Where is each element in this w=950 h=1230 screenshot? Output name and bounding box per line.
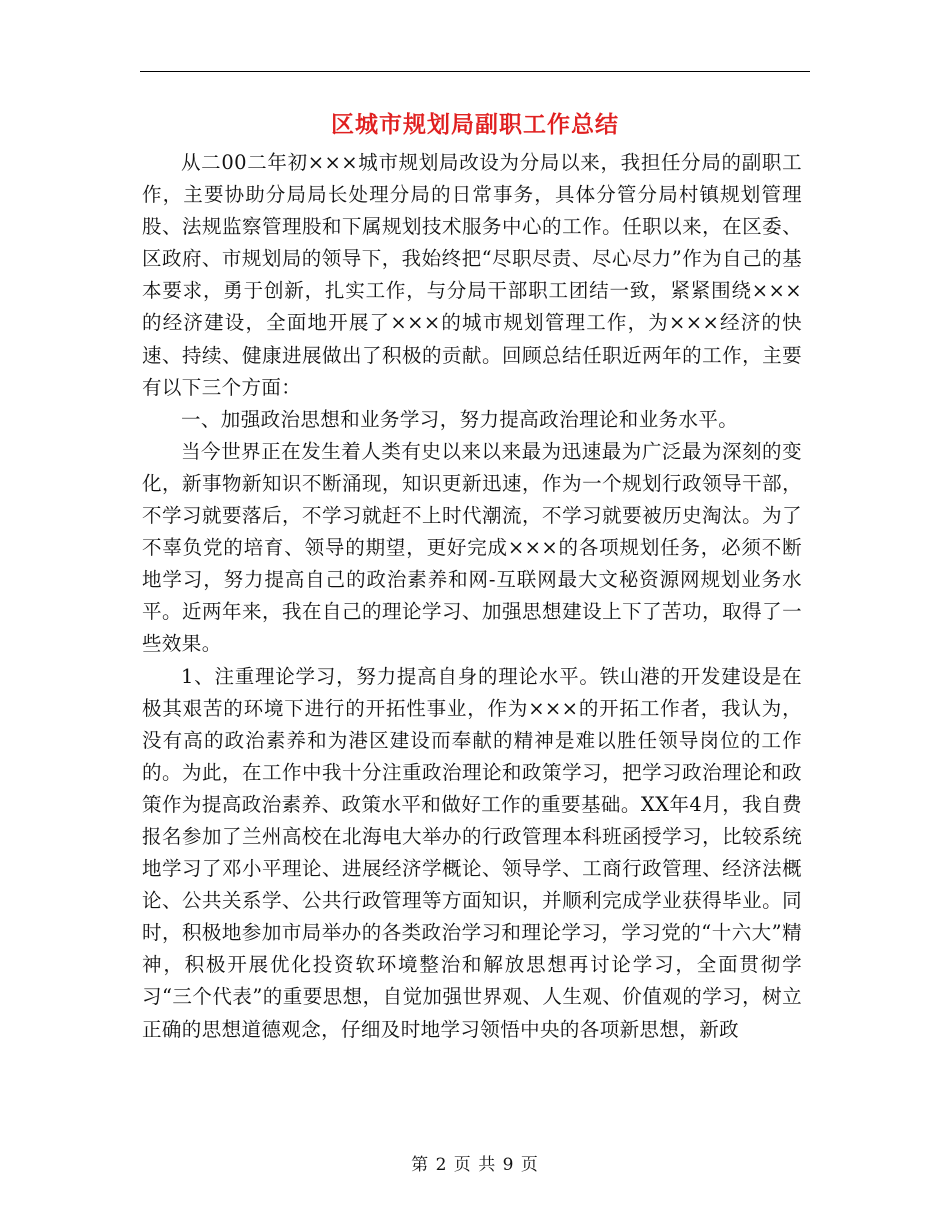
page-number: 第 2 页 共 9 页	[411, 1155, 539, 1175]
paragraph-learning: 当今世界正在发生着人类有史以来以来最为迅速最为广泛最为深刻的变化，新事物新知识不断涌现，知识更新迅速，作为一个规划行政领导干部，不学习就要落后，不学习就赶不上时代潮流，不学习就要被历史淘汰。为了不辜负党的培育、领导的期望，更好完成×××的各项规划任务，必须不断地学习，努力提高自己的政治素养和网-互联网最大文秘资源网规划业务水平。近两年来，我在自己的理论学习、加强思想建设上下了苦功，取得了一些效果。	[142, 439, 802, 656]
document-title: 区城市规划局副职工作总结	[331, 111, 619, 138]
document-body	[142, 147, 802, 1046]
paragraph-intro: 从二00二年初×××城市规划局改设为分局以来，我担任分局的副职工作，主要协助分局局长处理分局的日常事务，具体分管分局村镇规划管理股、法规监察管理股和下属规划技术服务中心的工作。任职以来，在区委、区政府、市规划局的领导下，我始终把“尽职尽责、尽心尽力”作为自己的基本要求，勇于创新，扎实工作，与分局干部职工团结一致，紧紧围绕×××的经济建设，全面地开展了×××的城市规划管理工作，为×××经济的快速、持续、健康进展做出了积极的贡献。回顾总结任职近两年的工作，主要有以下三个方面：	[142, 151, 802, 399]
header-rule	[140, 71, 810, 72]
paragraph-section-heading: 一、加强政治思想和业务学习，努力提高政治理论和业务水平。	[181, 407, 739, 431]
paragraph-theory-study: 1、注重理论学习，努力提高自身的理论水平。铁山港的开发建设是在极其艰苦的环境下进行的开拓性事业，作为×××的开拓工作者，我认为，没有高的政治素养和为港区建设而奉献的精神是难以胜任领导岗位的工作的。为此，在工作中我十分注重政治理论和政策学习，把学习政治理论和政策作为提高政治素养、政策水平和做好工作的重要基础。XX年4月，我自费报名参加了兰州高校在北海电大举办的行政管理本科班函授学习，比较系统地学习了邓小平理论、进展经济学概论、领导学、工商行政管理、经济法概论、公共关系学、公共行政管理等方面知识，并顺利完成学业获得毕业。同时，积极地参加市局举办的各类政治学习和理论学习，学习党的“十六大”精神，积极开展优化投资软环境整治和解放思想再讨论学习，全面贯彻学习“三个代表”的重要思想，自觉加强世界观、人生观、价值观的学习，树立正确的思想道德观念，仔细及时地学习领悟中央的各项新思想，新政	[142, 664, 802, 1041]
